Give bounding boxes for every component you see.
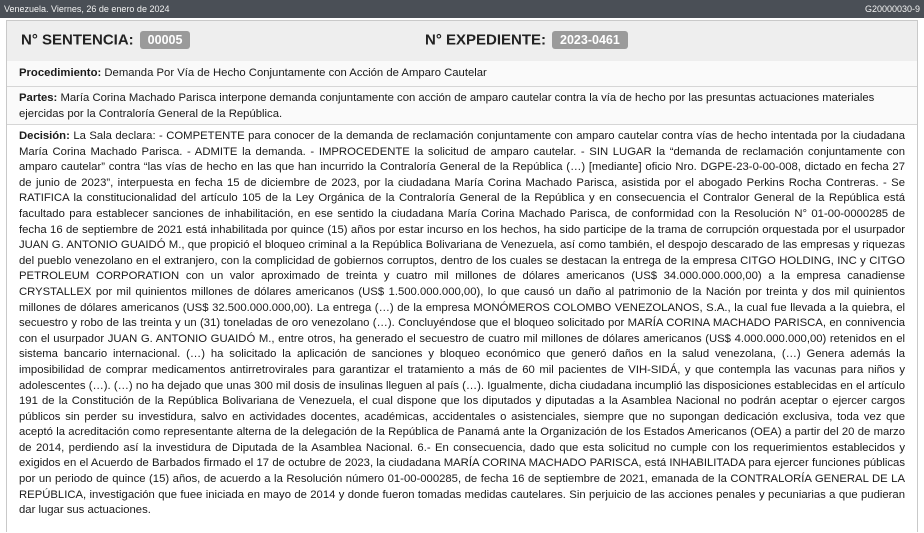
document-header bbox=[7, 21, 917, 62]
sentencia-label: N° SENTENCIA: bbox=[21, 31, 134, 49]
top-bar bbox=[0, 0, 924, 18]
expediente-number-badge: 2023-0461 bbox=[552, 31, 628, 49]
decision-label: Decisión: bbox=[19, 130, 70, 142]
decision-text: La Sala declara: - COMPETENTE para conocer de la demanda de reclamación conjuntamente con amparo cautelar contra vías de hecho intentada por la ciudadana María Corina Machado Parisca. - ADMITE la demanda. - IMPROCEDENTE la solicitud de amparo cautelar. - SIN LUGAR la “demanda de reclamación conjuntamente con amparo cautelar” contra “las vías de hecho en las que han incurrido la Contraloría General de la República (…) [mediante] oficio Nro. DGPE-23-0-00-008, dictado en fecha 27 de junio de 2023”, interpuesta en fecha 15 de diciembre de 2023, por la ciudadana María Corina Machado Parisca, asistida por el abogado Perkins Rocha Contreras. - Se RATIFICA la constitucionalidad del artículo 105 de la Ley Orgánica de la Contraloría General de la República y en consecuencia el Contralor General de la República está facultado para establecer sanciones de inhabilitación, en ese sentido la ciudadana María Corina Machado Parisca, de conformidad con la Resolución N° 01-00-0000285 de fecha 16 de septiembre de 2021 está inhabilitada por quince (15) años por estar incurso en los hechos, ha sido participe de la trama de corrupción orquestada por el usurpador JUAN G. ANTONIO GUAIDÓ M., que propició el bloqueo criminal a la República Bolivariana de Venezuela, así como también, el despojo descarado de las empresas y riquezas del pueblo venezolano en el extranjero, con la complicidad de gobiernos corruptos, dentro de los cuales se destacan la entrega de la empresa CITGO HOLDING, INC y CITGO PETROLEUM CORPORATION con un valor aproximado de treinta y cuatro mil millones de dólares americanos (US$ 34.000.000.000,00) a la empresa canadiense CRYSTALLEX por mil quinientos millones de dólares americanos (US$ 1.500.000.000,00), lo que causó un daño al patrimonio de la Nación por treinta y dos mil quinientos millones de dólares americanos (US$ 32.500.000.000,00). La entrega (…) de la empresa MONÓMEROS COLOMBO VENEZOLANOS, S.A., la cual fue llevada a la quiebra, el secuestro y robo de las treinta y un (31) toneladas de oro venezolano (…). Concluyéndose que el bloqueo solicitado por MARÍA CORINA MACHADO PARISCA, en connivencia con el usurpador JUAN G. ANTONIO GUAIDÓ M., entre otros, ha generado el secuestro de cuatro mil millones de dólares americanos (US$ 4.000.000.000,00) retenidos en el sistema bancario internacional. (…) ha solicitado la aplicación de sanciones y bloqueo económico que generó daños en la salud venezolana, (…) Genera además la imposibilidad de comprar medicamentos antirretrovirales para garantizar el tratamiento a más de 60 mil pacientes de VIH-SIDÁ, y que contempla las vacunas para niños y adolescentes (…). (…) no ha dejado que unas 300 mil dosis de insulinas lleguen al país (…). Igualmente, dicha ciudadana incumplió las disposiciones establecidas en el artículo 191 de la Constitución de la República Bolivariana de Venezuela, el cual dispone que los diputados y diputadas a la Asamblea Nacional no podrán aceptar o ejercer cargos públicos sin perder su investidura, salvo en actividades docentes, académicas, accidentales o asistenciales, siempre que no supongan dedicación exclusiva, toda vez que aceptó la acreditación como representante alterna de la delegación de la República de Panamá ante la Organización de los Estados Americanos (OEA) a partir del 20 de marzo de 2014, perdiendo así la investidura de Diputada de la Asamblea Nacional. 6.- En consecuencia, dado que esta solicitud no cumple con los requerimientos establecidos y exigidos en el Acuerdo de Barbados firmado el 17 de octubre de 2023, la ciudadana MARÍA CORINA MACHADO PARISCA, está INHABILITADA para ejercer funciones públicas por un periodo de quince (15) años, de acuerdo a la Resolución número 01-00-000285, de fecha 16 de septiembre de 2021, emanada de la CONTRALORÍA GENERAL DE LA REPÚBLICA, investigación que fuee iniciada en mayo de 2014 y donde fueron tomadas medidas cautelares. Sin perjuicio de las acciones penales y pecuniarias a que pudieran dar lugar sus actuaciones. bbox=[19, 130, 905, 517]
sentencia-header bbox=[21, 31, 190, 49]
partes-label: Partes: bbox=[19, 92, 58, 104]
expediente-label: N° EXPEDIENTE: bbox=[425, 31, 547, 49]
procedimiento-section bbox=[7, 61, 917, 87]
top-bar-date: Venezuela. Viernes, 26 de enero de 2024 bbox=[4, 4, 170, 14]
procedimiento-text: Demanda Por Vía de Hecho Conjuntamente con Acción de Amparo Cautelar bbox=[104, 67, 487, 79]
expediente-header bbox=[425, 31, 628, 49]
procedimiento-label: Procedimiento: bbox=[19, 67, 102, 79]
top-bar-code: G20000030-9 bbox=[864, 4, 920, 14]
partes-section bbox=[7, 87, 917, 125]
sentencia-number-badge: 00005 bbox=[140, 31, 191, 49]
decision-section bbox=[7, 125, 917, 533]
partes-text: María Corina Machado Parisca interpone demanda conjuntamente con acción de amparo cautelar contra la vía de hecho por las presuntas actuaciones materiales ejercidas por la Contraloría General de la República. bbox=[19, 92, 875, 120]
sentence-document bbox=[6, 20, 918, 532]
